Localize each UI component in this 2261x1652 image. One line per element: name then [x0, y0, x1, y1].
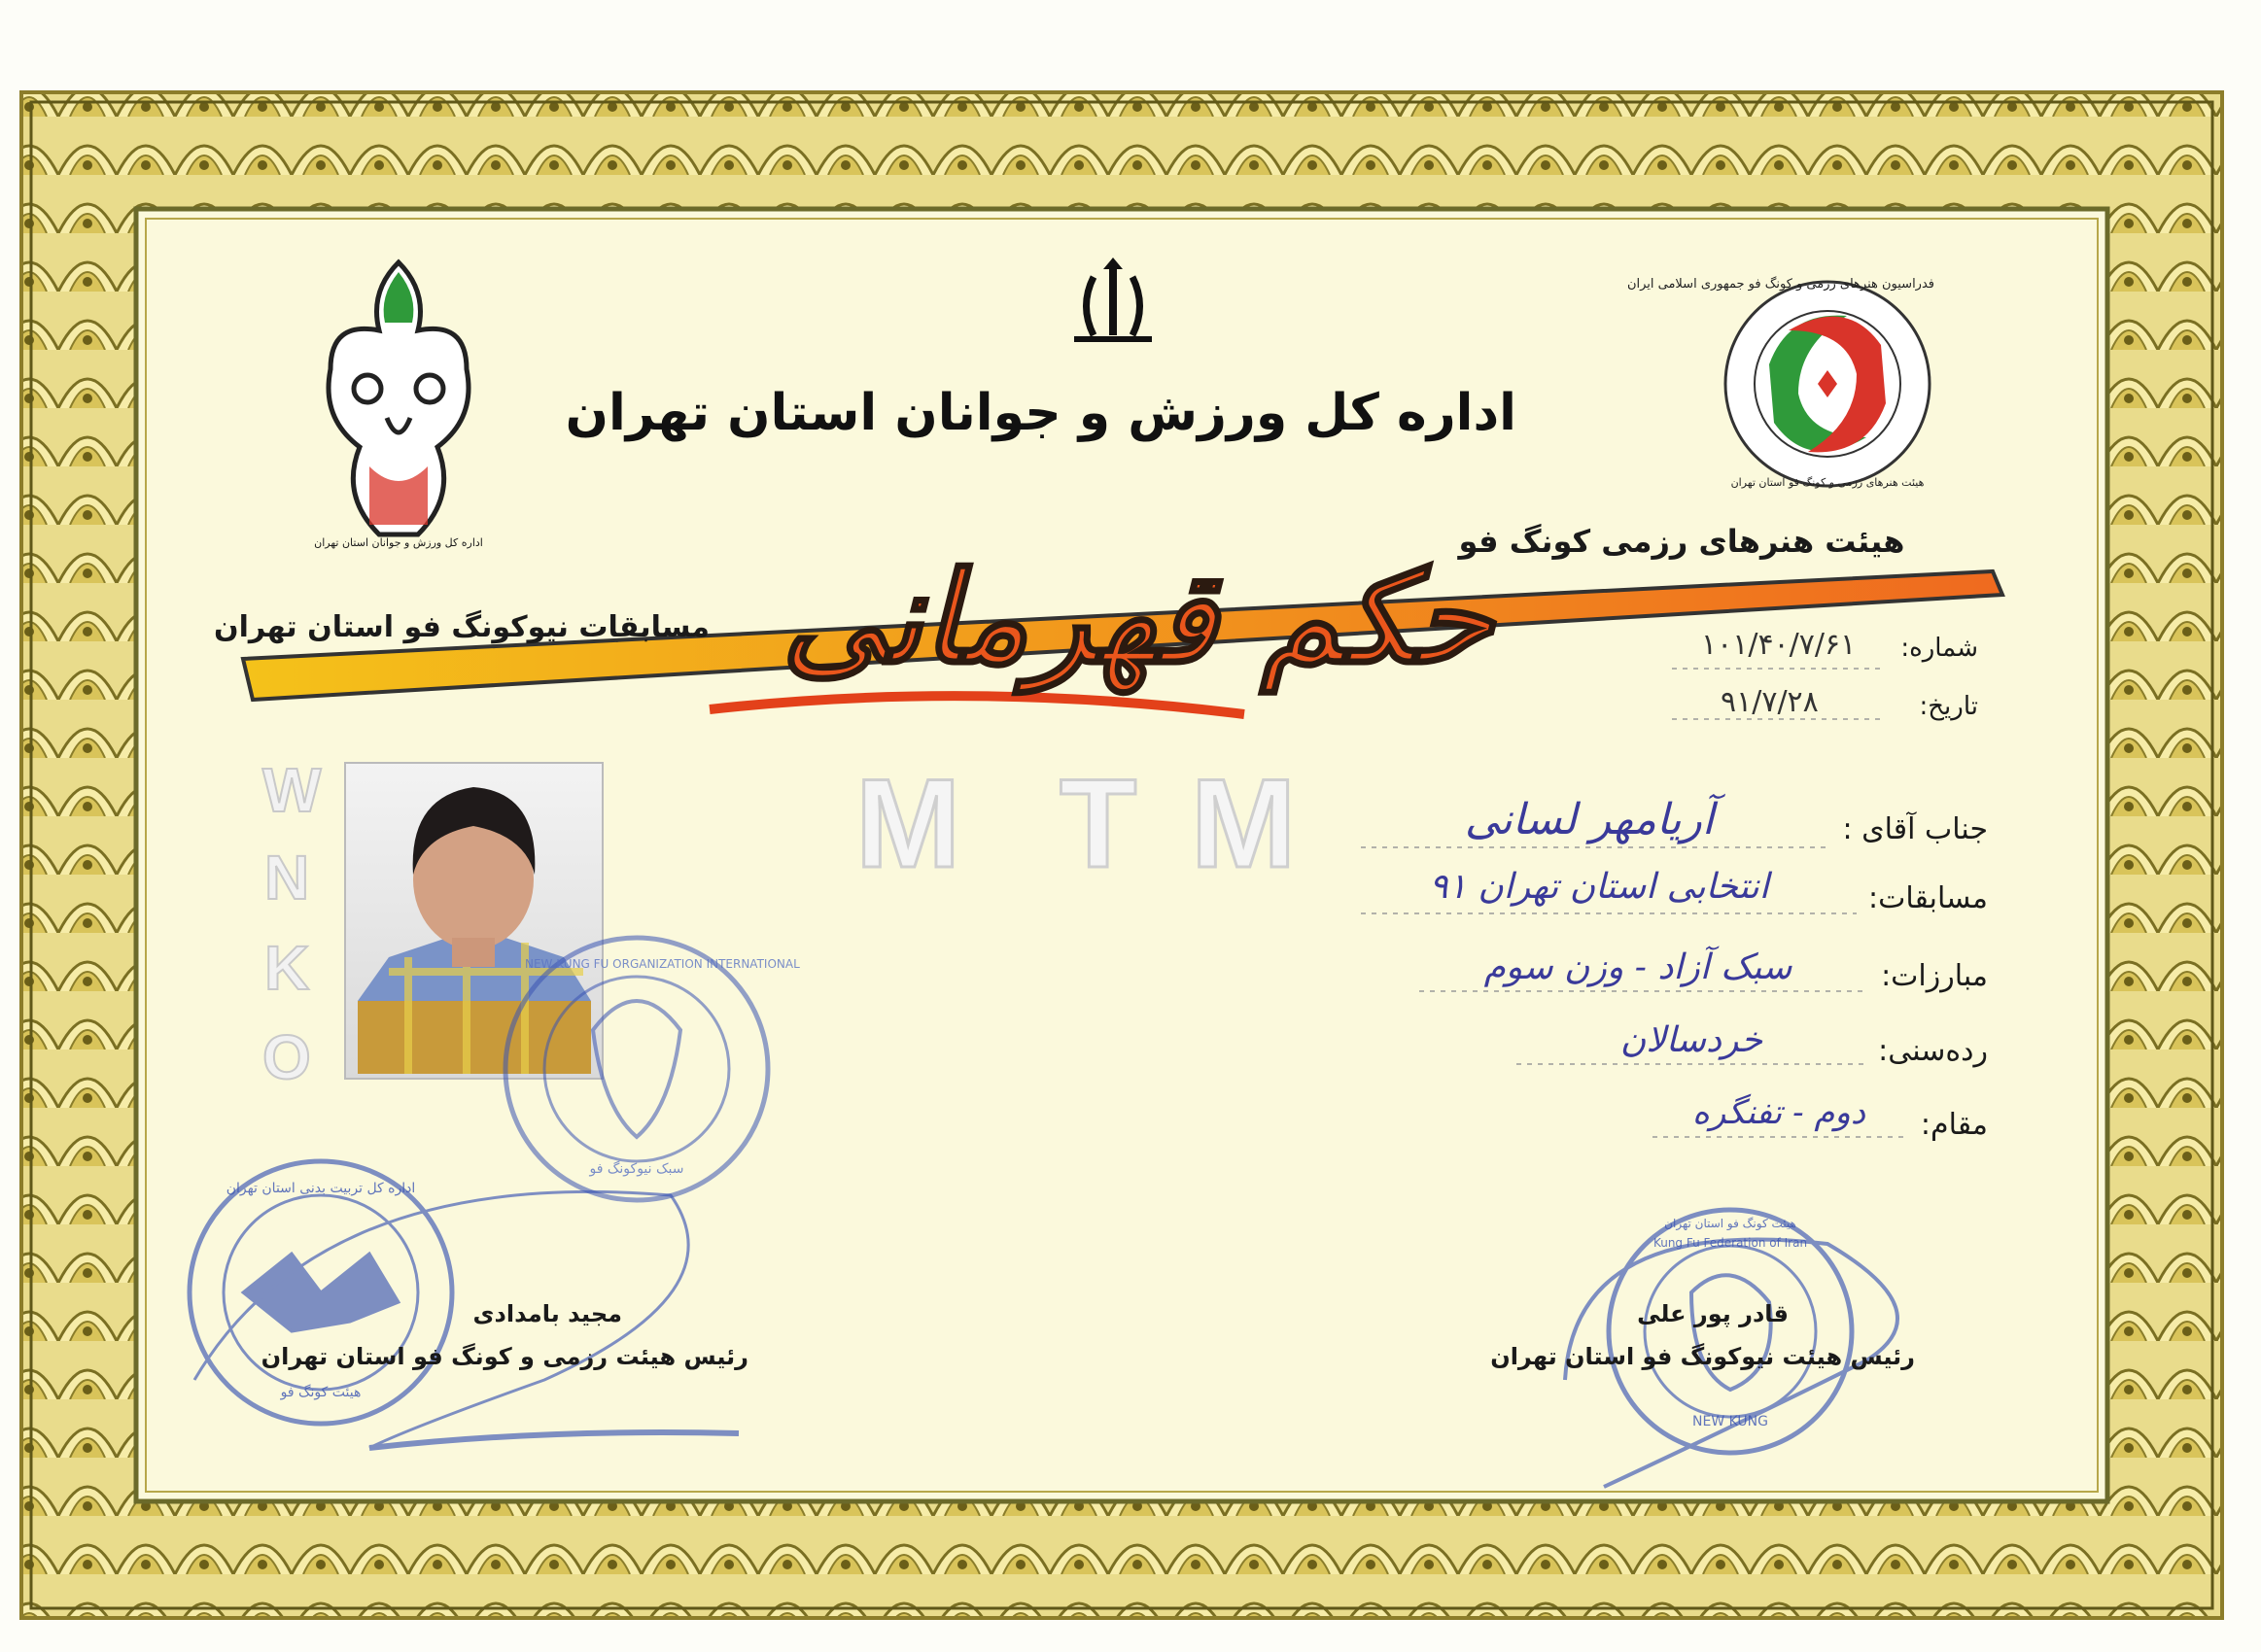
right-stamp-bottom-text: NEW KUNG [1692, 1414, 1768, 1429]
right-stamp-outer-text: Kung Fu Federation of Iran [1652, 1236, 1808, 1250]
age-category-value: خردسالان [1619, 1020, 1763, 1060]
seal-text: فدراسیون هنرهای رزمی و کونگ فو جمهوری اسلامی ایران [1626, 277, 1934, 292]
certificate-title: حکم قهرمانی [782, 544, 1493, 692]
center-stamp-outer-text: NEW KUNG FU ORGANIZATION INTERNATIONAL [525, 957, 800, 971]
number-value: ۱۰۱/۴۰/۷/۶۱ [1701, 628, 1857, 662]
wnko-letter: W [262, 755, 322, 825]
ministry-logo-caption: اداره کل ورزش و جوانان استان تهران [314, 536, 483, 549]
page-title: اداره کل ورزش و جوانان استان تهران [565, 384, 1516, 442]
emblem-text [1094, 350, 1132, 351]
federation-seal-icon [1725, 282, 1930, 486]
left-stamp-outer-text: اداره کل تربیت بدنی استان تهران [226, 1181, 416, 1196]
name-value: آریامهر لسانی [1464, 795, 1715, 844]
competition-label: مسابقات: [1868, 881, 1988, 915]
rank-value: دوم - تفنگره [1692, 1093, 1865, 1132]
federation-name: هیئت هنرهای رزمی کونگ فو [1458, 523, 1905, 560]
center-stamp-inner-text: سبک نیوکونگ فو [589, 1161, 684, 1177]
right-stamp-inner-text: هیئت کونگ فو استان تهران [1664, 1217, 1796, 1230]
date-value: ۹۱/۷/۲۸ [1721, 685, 1819, 719]
date-label: تاریخ: [1919, 692, 1978, 721]
student-photo [345, 763, 603, 1079]
wnko-letter: O [262, 1022, 311, 1092]
left-signer-name: مجید بامدادی [472, 1300, 622, 1327]
wnko-letter: K [264, 933, 310, 1003]
mtm-letter: T [1060, 752, 1137, 894]
mtm-watermark [855, 752, 1296, 894]
name-label: جناب آقای : [1842, 812, 1988, 846]
wnko-letter: N [264, 843, 310, 912]
seal-bottom-text: هیئت هنرهای رزمی و کونگ فو استان تهران [1730, 476, 1925, 489]
age-category-label: رده‌سنی: [1878, 1034, 1988, 1068]
competition-heading: مسابقات نیوکونگ فو استان تهران [214, 610, 710, 644]
number-label: شماره: [1900, 634, 1978, 663]
left-stamp-inner-text: هیئت کونگ فو [280, 1385, 362, 1400]
right-signer-name: قادر پور علی [1637, 1300, 1789, 1327]
event-value: سبک آزاد - وزن سوم [1483, 947, 1792, 987]
right-signer-title: رئیس هیئت نیوکونگ فو استان تهران [1490, 1343, 1915, 1370]
competition-value: انتخابی استان تهران ۹۱ [1429, 867, 1769, 907]
mtm-letter: M [1191, 752, 1297, 894]
left-signer-title: رئیس هیئت رزمی و کونگ فو استان تهران [261, 1343, 748, 1370]
event-label: مبارزات: [1881, 959, 1988, 993]
rank-label: مقام: [1920, 1108, 1988, 1142]
mtm-letter: M [855, 752, 961, 894]
